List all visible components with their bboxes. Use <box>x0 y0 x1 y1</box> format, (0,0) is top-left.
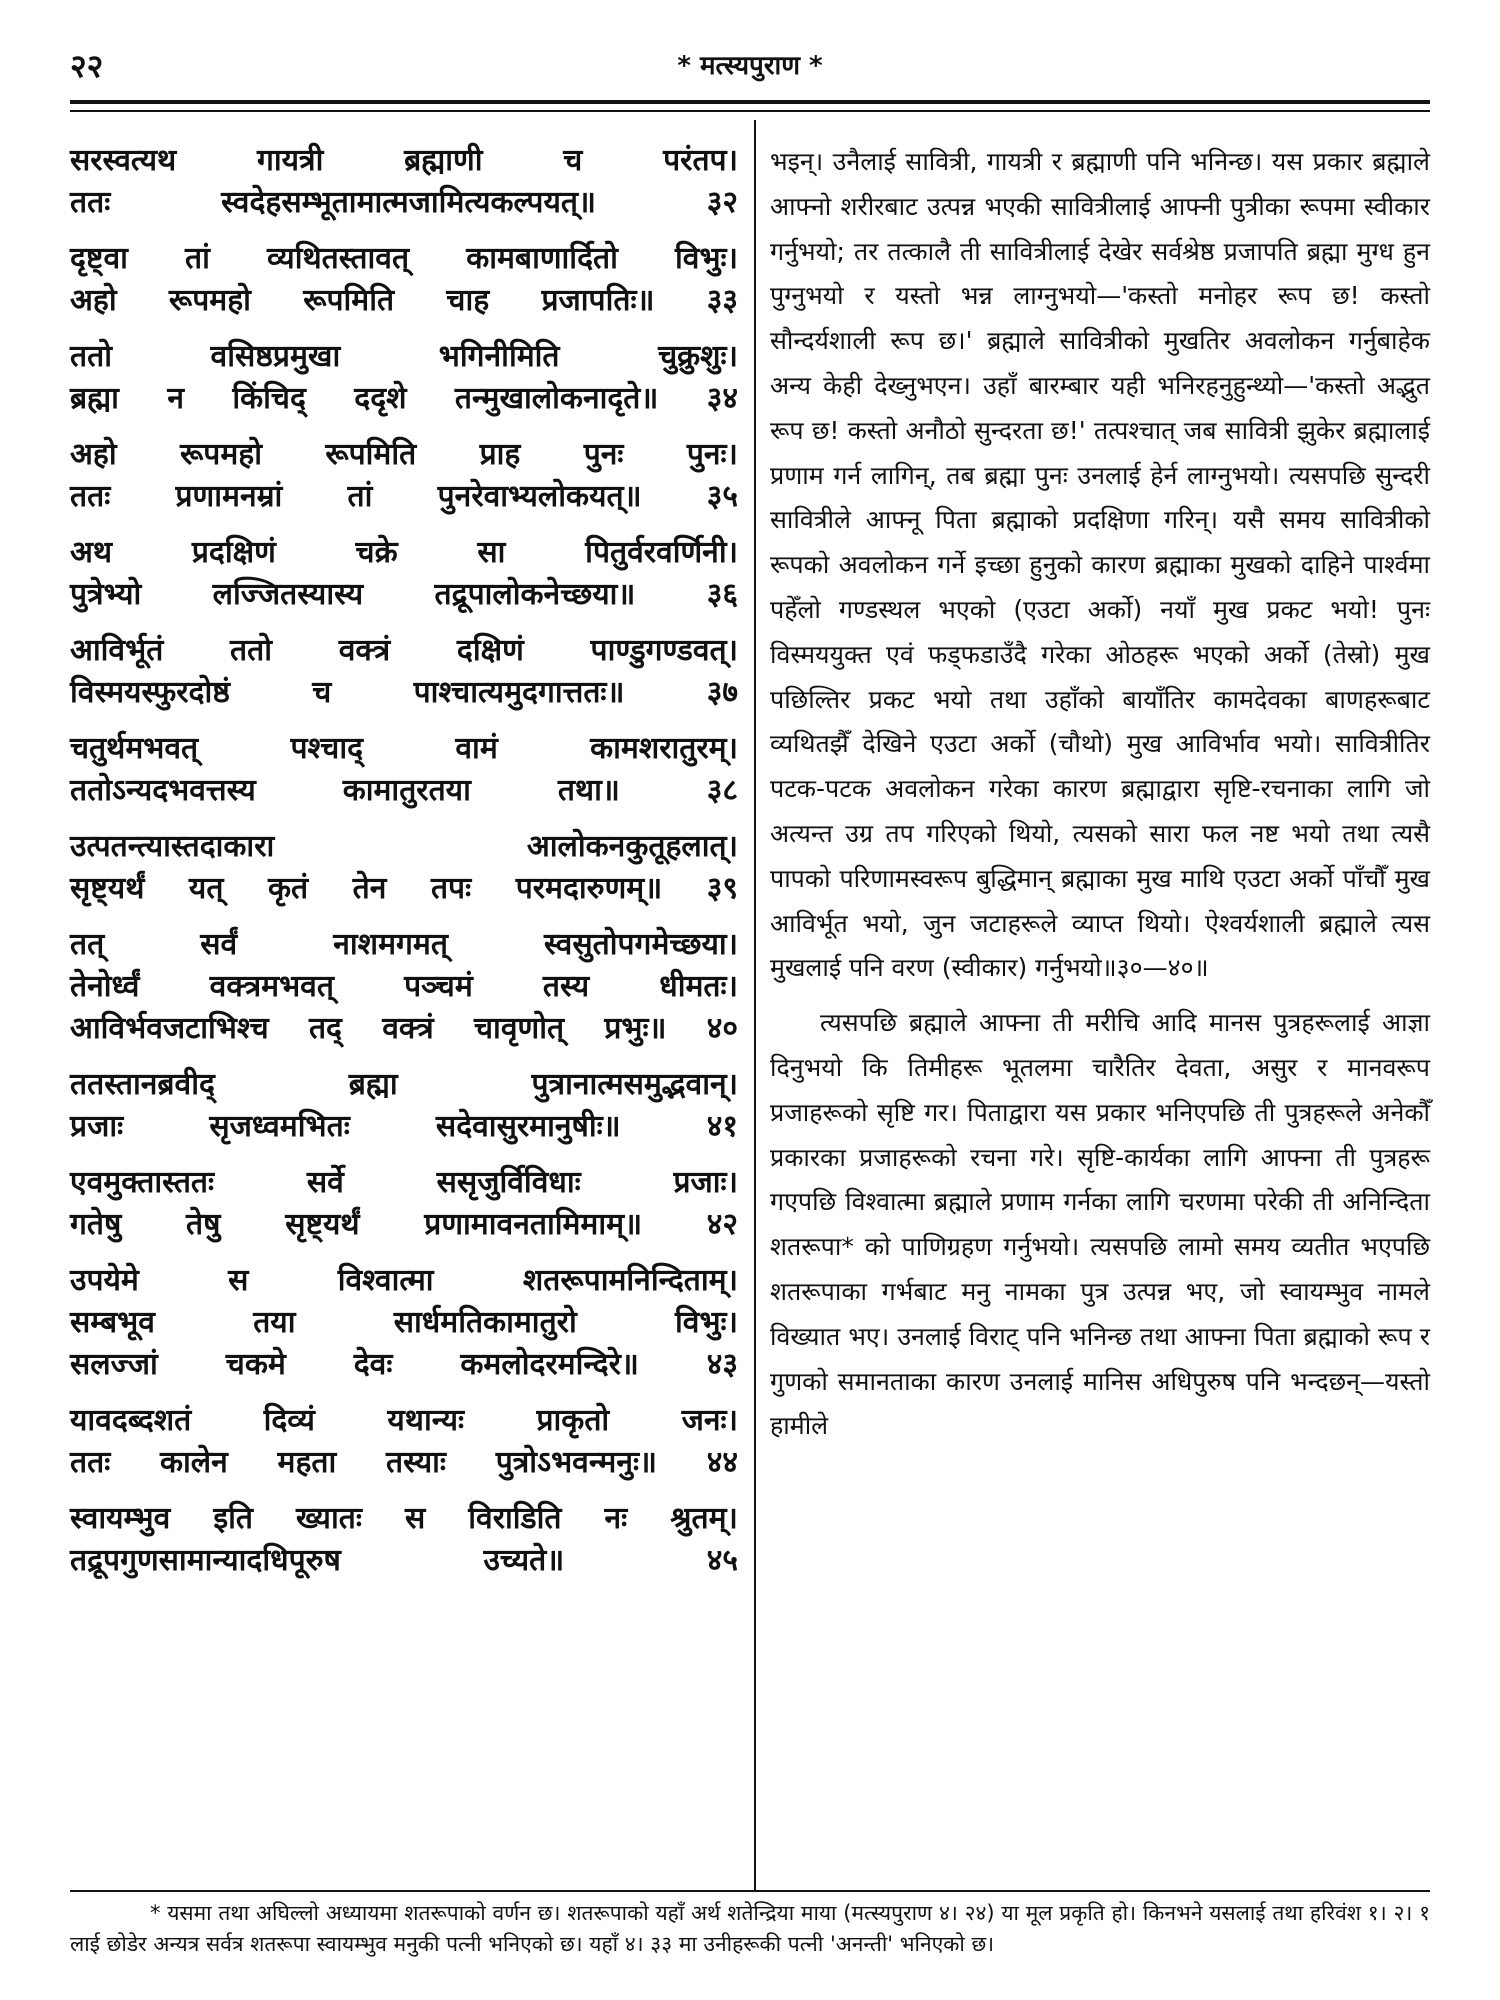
verse-line <box>70 1106 738 1148</box>
verse-word: तन्मुखालोकनादृते॥ <box>454 381 659 416</box>
verse-word: रूपमहो <box>168 283 251 318</box>
verse-word: कामातुरतया <box>342 773 471 808</box>
verse-word: ४१ <box>706 1109 738 1144</box>
verse-word: विभुः। <box>675 241 738 276</box>
verse-block <box>70 140 738 224</box>
verse-word: ३४ <box>706 381 738 416</box>
verse-word: प्रजाः। <box>673 1165 738 1200</box>
verse-word: ब्रह्माणी <box>404 143 483 178</box>
verse-line <box>70 1162 738 1204</box>
verse-word: कमलोदरमन्दिरे॥ <box>460 1347 639 1382</box>
verse-word: प्रणामनम्रां <box>175 479 283 514</box>
verse-line <box>70 1400 738 1442</box>
verse-word: अहो <box>70 437 117 472</box>
verse-word: ४२ <box>706 1207 738 1242</box>
verse-word: लज्जितस्यास्य <box>212 577 364 612</box>
verse-line <box>70 826 738 868</box>
verse-block <box>70 336 738 420</box>
verse-word: ततः <box>70 479 111 514</box>
verse-word: वसिष्ठप्रमुखा <box>210 339 341 374</box>
verse-word: किंचिद् <box>232 381 306 416</box>
verse-line <box>70 672 738 714</box>
footnote-rule <box>70 1890 1430 1892</box>
translation-paragraph-2: त्यसपछि ब्रह्माले आफ्ना ती मरीचि आदि मानस पुत्रहरूलाई आज्ञा दिनुभयो कि तिमीहरू भूतलमा चारैतिर देवता, असुर र मानवरूप प्रजाहरूको सृष्टि गर। पिताद्वारा यस प्रकार भनिएपछि ती पुत्रहरूले अनेकौँ प्रकारका प्रजाहरूको रचना गरे। सृष्टि-कार्यका लागि आफ्ना ती पुत्रहरू गएपछि विश्वात्मा ब्रह्माले प्रणाम गर्नका लागि चरणमा परेकी ती अनिन्दिता शतरूपा* को पाणिग्रहण गर्नुभयो। त्यसपछि लामो समय व्यतीत भएपछि शतरूपाका गर्भबाट मनु नामका पुत्र उत्पन्न भए, जो स्वायम्भुव नामले विख्यात भए। उनलाई विराट् पनि भनिन्छ तथा आफ्ना पिता ब्रह्माको रूप र गुणको समानताका कारण उनलाई मानिस अधिपुरुष पनि भन्दछन्—यस्तो हामीले <box>770 1008 1430 1441</box>
verse-word: प्रणामावनतामिमाम्॥ <box>424 1207 643 1242</box>
verse-word: ब्रह्मा <box>348 1067 398 1102</box>
page-number: २२ <box>70 47 104 85</box>
verse-line <box>70 1498 738 1540</box>
verse-word: ततो <box>230 633 272 668</box>
verse-word: पञ्चमं <box>404 969 473 1004</box>
verse-word: सदेवासुरमानुषीः॥ <box>435 1109 621 1144</box>
verse-line <box>70 1302 738 1344</box>
verse-word: परंतप। <box>663 143 738 178</box>
verse-block <box>70 826 738 910</box>
verse-block <box>70 434 738 518</box>
verse-line <box>70 1442 738 1484</box>
verse-word: सार्धमतिकामातुरो <box>393 1305 577 1340</box>
verse-block <box>70 630 738 714</box>
verse-word: ३२ <box>706 185 738 220</box>
verse-block <box>70 1064 738 1148</box>
verse-word: पुत्रोऽभवन्मनुः॥ <box>495 1445 658 1480</box>
verse-word: श्रुतम्। <box>670 1501 738 1536</box>
verse-line <box>70 1260 738 1302</box>
verse-word: कालेन <box>159 1445 228 1480</box>
verse-block <box>70 1498 738 1582</box>
verse-word: कामशरातुरम्। <box>590 731 738 766</box>
verse-line <box>70 630 738 672</box>
verse-block <box>70 532 738 616</box>
verse-word: दक्षिणं <box>456 633 524 668</box>
verse-word: तया <box>253 1305 296 1340</box>
verse-word: अथ <box>70 535 113 570</box>
verse-word: रूपमहो <box>179 437 262 472</box>
verse-word: उच्यते॥ <box>483 1543 565 1578</box>
verse-word: आविर्भवजटाभिश्च <box>70 1011 269 1046</box>
verse-word: दृष्ट्वा <box>70 241 128 276</box>
verse-word: वक्त्रं <box>382 1011 434 1046</box>
verse-line <box>70 434 738 476</box>
verse-word: स <box>228 1263 249 1298</box>
verse-word: तत् <box>70 927 105 962</box>
verse-line <box>70 924 738 966</box>
verse-word: कामबाणार्दितो <box>466 241 618 276</box>
verse-word: तस्याः <box>385 1445 446 1480</box>
verse-word: ३९ <box>706 871 738 906</box>
verse-word: महता <box>277 1445 337 1480</box>
verse-word: कृतं <box>267 871 309 906</box>
verse-word: पुत्रानात्मसमुद्भवान्। <box>531 1067 738 1102</box>
verse-word: चतुर्थमभवत् <box>70 731 199 766</box>
verse-word: प्रदक्षिणं <box>191 535 276 570</box>
verse-word: चावृणोत् <box>474 1011 565 1046</box>
verse-word: सरस्वत्यथ <box>70 143 177 178</box>
verse-word: प्रजापतिः॥ <box>541 283 655 318</box>
verse-word: उत्पतन्त्यास्तदाकारा <box>70 829 275 864</box>
verse-line <box>70 728 738 770</box>
verse-word: ददृशे <box>354 381 407 416</box>
verse-word: ३७ <box>706 675 738 710</box>
verse-word: प्राह <box>479 437 521 472</box>
verse-word: वक्त्रमभवत् <box>209 969 334 1004</box>
verse-word: विराडिति <box>468 1501 562 1536</box>
verse-word: स्वायम्भुव <box>70 1501 171 1536</box>
verse-word: तद्रूपगुणसामान्यादधिपूरुष <box>70 1543 341 1578</box>
verse-word: यत् <box>188 871 224 906</box>
verse-word: पितुर्वरवर्णिनी। <box>585 535 738 570</box>
column-divider <box>754 120 756 1890</box>
verse-word: आलोकनकुतूहलात्। <box>526 829 738 864</box>
verse-word: सर्वं <box>200 927 238 962</box>
verse-word: तां <box>185 241 210 276</box>
verse-word: तपः <box>430 871 472 906</box>
verse-line <box>70 868 738 910</box>
verse-word: ४३ <box>706 1347 738 1382</box>
verse-word: चक्रे <box>355 535 398 570</box>
verse-word: विस्मयस्फुरदोष्ठं <box>70 675 230 710</box>
verse-line <box>70 140 738 182</box>
verse-word: सलज्जां <box>70 1347 158 1382</box>
verse-word: सृजध्वमभितः <box>209 1109 350 1144</box>
verse-line <box>70 182 738 224</box>
verse-word: तद् <box>308 1011 342 1046</box>
footnote: * यसमा तथा अघिल्लो अध्यायमा शतरूपाको वर्णन छ। शतरूपाको यहाँ अर्थ शतेन्द्रिया माया (मत्स्यपुराण ४। २४) या मूल प्रकृति हो। किनभने यसलाई तथा हरिवंश १। २। १ लाई छोडेर अन्यत्र सर्वत्र शतरूपा स्वायम्भुव मनुकी पत्नी भनिएको छ। यहाँ ४। ३३ मा उनीहरूकी पत्नी 'अनन्ती' भनिएको छ। <box>70 1901 1430 1956</box>
verse-word: स्वदेहसम्भूतामात्मजामित्यकल्पयत्॥ <box>221 185 596 220</box>
verse-word: नः <box>604 1501 628 1536</box>
verse-word: चकमे <box>225 1347 286 1382</box>
verse-line <box>70 532 738 574</box>
verse-word: पुनः। <box>686 437 738 472</box>
verse-word: अहो <box>70 283 117 318</box>
verse-word: प्राकृतो <box>536 1403 610 1438</box>
header-rule-thick <box>70 100 1430 104</box>
verse-line <box>70 1540 738 1582</box>
verse-word: सम्बभूव <box>70 1305 155 1340</box>
verse-line <box>70 1344 738 1386</box>
header-rule-thin <box>70 110 1430 112</box>
verse-line <box>70 1008 738 1050</box>
verse-word: तस्य <box>542 969 590 1004</box>
verse-word: प्रजाः <box>70 1109 124 1144</box>
verse-word: जनः। <box>681 1403 738 1438</box>
verse-block <box>70 1162 738 1246</box>
verse-word: सर्वे <box>306 1165 344 1200</box>
verse-word: देवः <box>353 1347 393 1382</box>
verse-word: पाण्डुगण्डवत्। <box>590 633 738 668</box>
verse-word: विभुः। <box>675 1305 738 1340</box>
verse-word: ततोऽन्यदभवत्तस्य <box>70 773 256 808</box>
verse-word: शतरूपामनिन्दिताम्। <box>522 1263 738 1298</box>
verse-word: ससृजुर्विविधाः <box>436 1165 581 1200</box>
verse-word: व्यथितस्तावत् <box>267 241 410 276</box>
verse-word: ३३ <box>706 283 738 318</box>
running-title: * मत्स्यपुराण * <box>677 51 823 81</box>
verse-word: ब्रह्मा <box>70 381 119 416</box>
verse-word: तेन <box>352 871 387 906</box>
verse-word: सृष्ट्यर्थं <box>285 1207 360 1242</box>
verse-word: चुक्रुशुः। <box>658 339 738 374</box>
verse-block <box>70 728 738 812</box>
sanskrit-verses-column <box>70 140 738 1596</box>
verse-word: यथान्यः <box>387 1403 465 1438</box>
verse-line <box>70 476 738 518</box>
verse-word: प्रभुः॥ <box>604 1011 667 1046</box>
verse-word: नाशमगमत् <box>333 927 448 962</box>
verse-word: सा <box>477 535 506 570</box>
verse-word: चाह <box>446 283 490 318</box>
verse-word: एवमुक्तास्ततः <box>70 1165 215 1200</box>
verse-word: ४५ <box>706 1543 738 1578</box>
verse-word: इति <box>213 1501 253 1536</box>
verse-word: च <box>563 143 583 178</box>
verse-word: रूपमिति <box>303 283 395 318</box>
verse-word: परमदारुणम्॥ <box>515 871 663 906</box>
verse-word: ३५ <box>706 479 738 514</box>
verse-word: च <box>312 675 332 710</box>
verse-word: ततस्तानब्रवीद् <box>70 1067 215 1102</box>
verse-block <box>70 1400 738 1484</box>
verse-block <box>70 238 738 322</box>
verse-block <box>70 924 738 1050</box>
verse-block <box>70 1260 738 1386</box>
verse-word: आविर्भूतं <box>70 633 164 668</box>
verse-word: तथा॥ <box>557 773 620 808</box>
verse-word: ततः <box>70 1445 111 1480</box>
verse-word: गतेषु <box>70 1207 122 1242</box>
verse-word: पाश्चात्यमुदगात्ततः॥ <box>413 675 625 710</box>
verse-word: पश्चाद् <box>290 731 364 766</box>
verse-line <box>70 336 738 378</box>
verse-line <box>70 280 738 322</box>
verse-word: ततः <box>70 185 111 220</box>
verse-word: सृष्ट्यर्थं <box>70 871 145 906</box>
verse-word: गायत्री <box>256 143 324 178</box>
verse-line <box>70 1204 738 1246</box>
verse-line <box>70 574 738 616</box>
verse-word: यावदब्दशतं <box>70 1403 192 1438</box>
verse-word: पुत्रेभ्यो <box>70 577 142 612</box>
verse-word: ४४ <box>706 1445 738 1480</box>
verse-line <box>70 238 738 280</box>
verse-word: उपयेमे <box>70 1263 139 1298</box>
verse-line <box>70 770 738 812</box>
verse-word: तेनोर्ध्वं <box>70 969 140 1004</box>
translation-column <box>770 140 1430 1449</box>
verse-word: तां <box>347 479 373 514</box>
verse-word: रूपमिति <box>325 437 417 472</box>
verse-word: तद्रूपालोकनेच्छया॥ <box>434 577 636 612</box>
verse-word: स <box>404 1501 426 1536</box>
verse-word: धीमतः। <box>659 969 738 1004</box>
verse-word: वामं <box>455 731 498 766</box>
verse-word: वक्त्रं <box>338 633 391 668</box>
translation-paragraph-1: भइन्। उनैलाई सावित्री, गायत्री र ब्रह्माणी पनि भनिन्छ। यस प्रकार ब्रह्माले आफ्नो शरीरबाट उत्पन्न भएकी सावित्रीलाई आफ्नी पुत्रीका रूपमा स्वीकार गर्नुभयो; तर तत्कालै ती सावित्रीलाई देखेर सर्वश्रेष्ठ प्रजापति ब्रह्मा मुग्ध हुन पुग्नुभयो र यस्तो भन्न लाग्नुभयो—'कस्तो मनोहर रूप छ! कस्तो सौन्दर्यशाली रूप छ।' ब्रह्माले सावित्रीको मुखतिर अवलोकन गर्नुबाहेक अन्य केही देख्नुभएन। उहाँ बारम्बार यही भनिरहनुहुन्थ्यो—'कस्तो अद्भुत रूप छ! कस्तो अनौठो सुन्दरता छ!' तत्पश्चात् जब सावित्री झुकेर ब्रह्मालाई प्रणाम गर्न लागिन्, तब ब्रह्मा पुनः उनलाई हेर्न लाग्नुभयो। त्यसपछि सुन्दरी सावित्रीले आफ्नू पिता ब्रह्माको प्रदक्षिणा गरिन्। यसै समय सावित्रीको रूपको अवलोकन गर्ने इच्छा हुनुको कारण ब्रह्माका मुखको दाहिने पार्श्वमा पहेँलो गण्डस्थल भएको (एउटा अर्को) नयाँ मुख प्रकट भयो! पुनः विस्मययुक्त एवं फड्फडाउँदै गरेका ओठहरू भएको अर्को (तेस्रो) मुख पछिल्तिर प्रकट भयो तथा उहाँको बायाँतिर कामदेवका बाणहरूबाट व्यथितझैँ देखिने एउटा अर्को (चौथो) मुख आविर्भाव भयो। सावित्रीतिर पटक-पटक अवलोकन गरेका कारण ब्रह्माद्वारा सृष्टि-रचनाका लागि जो अत्यन्त उग्र तप गरिएको थियो, त्यसको सारा फल नष्ट भयो तथा त्यसै पापको परिणामस्वरूप बुद्धिमान् ब्रह्माका मुख माथि एउटा अर्को पाँचौँ मुख आविर्भूत भयो, जुन जटाहरूले व्याप्त थियो। ऐश्वर्यशाली ब्रह्माले त्यस मुखलाई पनि वरण (स्वीकार) गर्नुभयो॥३०—४०॥ <box>770 147 1430 983</box>
verse-word: स्वसुतोपगमेच्छया। <box>544 927 738 962</box>
verse-word: ३८ <box>706 773 738 808</box>
verse-word: ३६ <box>706 577 738 612</box>
verse-line <box>70 966 738 1008</box>
verse-word: विश्वात्मा <box>337 1263 434 1298</box>
verse-line <box>70 378 738 420</box>
verse-word: पुनरेवाभ्यलोकयत्॥ <box>437 479 642 514</box>
verse-word: दिव्यं <box>263 1403 315 1438</box>
verse-word: ४० <box>706 1011 738 1046</box>
verse-word: ख्यातः <box>296 1501 362 1536</box>
verse-word: तेषु <box>186 1207 221 1242</box>
page-header <box>70 44 1430 94</box>
verse-word: पुनः <box>583 437 624 472</box>
verse-word: भगिनीमिति <box>438 339 560 374</box>
verse-word: न <box>167 381 184 416</box>
verse-line <box>70 1064 738 1106</box>
verse-word: ततो <box>70 339 112 374</box>
